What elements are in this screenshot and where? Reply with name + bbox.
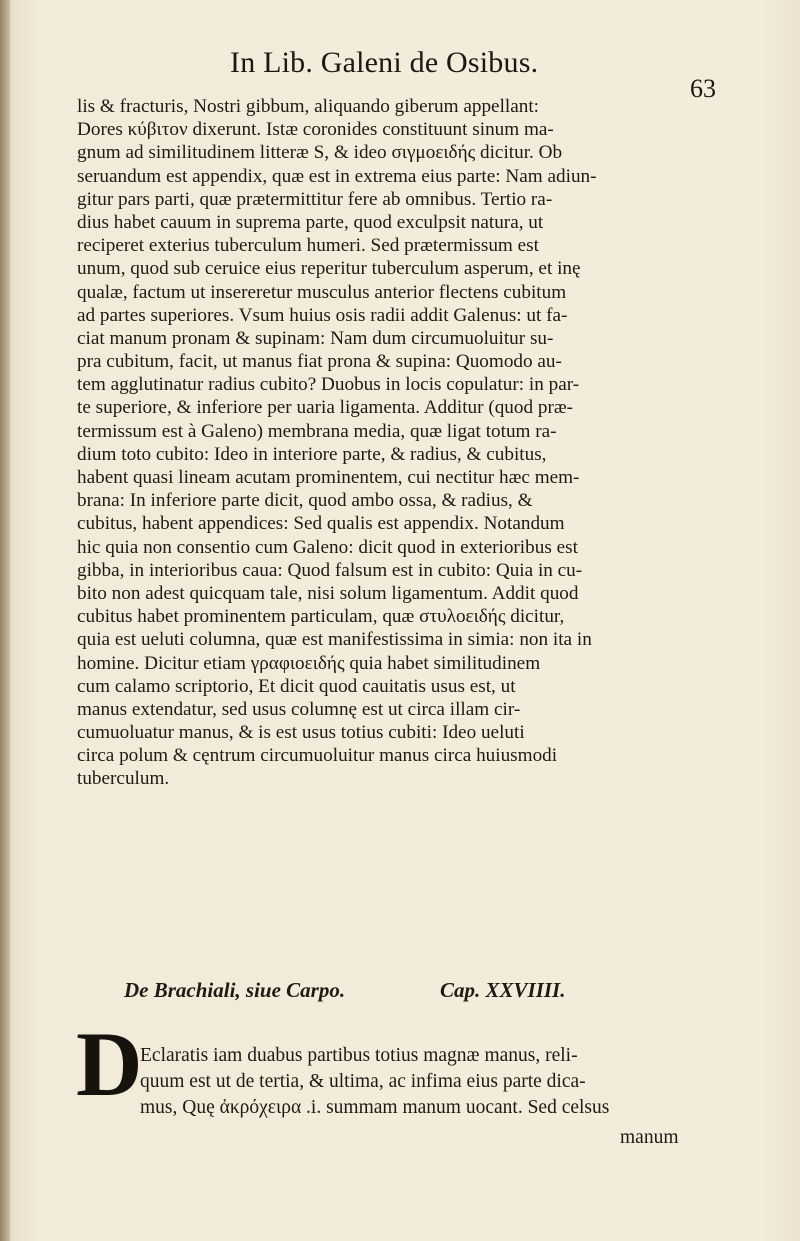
text-line: gitur pars parti, quæ prætermittitur fere ab omnibus. Tertio ra-: [77, 188, 553, 210]
text-line: dius habet cauum in suprema parte, quod exculpsit natura, ut: [77, 211, 544, 233]
text-line: homine. Dicitur etiam γραφιοειδής quia habet similitudinem: [77, 652, 541, 674]
text-line: bito non adest quicquam tale, nisi solum ligamentum. Addit quod: [77, 582, 579, 604]
page-number: 63: [690, 74, 716, 103]
text-line: cubitus habet prominentem particulam, quæ στυλοειδής dicitur,: [77, 606, 565, 628]
text-line: cum calamo scriptorio, Et dicit quod cauitatis usus est, ut: [77, 675, 516, 697]
text-line: seruandum est appendix, quæ est in extrema eius parte: Nam adiun-: [77, 165, 597, 187]
text-line: habent quasi lineam acutam prominentem, cui nectitur hæc mem-: [77, 467, 580, 488]
text-line: tuberculum.: [77, 768, 170, 790]
text-line: pra cubitum, facit, ut manus fiat prona & supina: Quomodo au-: [77, 351, 562, 373]
text-line: cubitus, habent appendices: Sed qualis est appendix. Notandum: [77, 513, 565, 535]
text-line: dium toto cubito: Ideo in interiore parte, & radius, & cubitus,: [77, 443, 547, 465]
text-line: qualæ, factum ut insereretur musculus anterior flectens cubitum: [77, 281, 567, 303]
text-line: tem agglutinatur radius cubito? Duobus in locis copulatur: in par-: [77, 374, 580, 396]
text-line: lis & fracturis, Nostri gibbum, aliquando giberum appellant:: [77, 96, 540, 117]
text-line: ciat manum pronam & supinam: Nam dum circumuoluitur su-: [77, 327, 554, 349]
chapter-text: [140, 1043, 609, 1121]
text-line: quum est ut de tertia, & ultima, ac infima eius parte dica-: [140, 1071, 586, 1092]
text-line: quia est ueluti columna, quæ est manifestissima in simia: non ita in: [77, 629, 592, 651]
drop-capital: [76, 1013, 143, 1115]
text-line: gnum ad similitudinem litteræ S, & ideo σιγμοειδής dicitur. Ob: [77, 142, 563, 164]
text-line: termissum est à Galeno) membrana media, quæ ligat totum ra-: [77, 420, 557, 442]
chapter-title: De Brachiali, siue Carpo.: [124, 978, 346, 1002]
text-line: cumuoluatur manus, & is est usus totius cubiti: Ideo ueluti: [77, 722, 525, 744]
text-line: Dores κύβιτον dixerunt. Istæ coronides constituunt sinum ma-: [77, 119, 554, 141]
text-line: ad partes superiores. Vsum huius osis radii addit Galenus: ut fa-: [77, 304, 568, 326]
text-line: unum, quod sub ceruice eius reperitur tuberculum asperum, et inę: [77, 258, 581, 280]
text-line: mus, Quę ἀκρόχειρα .i. summam manum uocant. Sed celsus: [140, 1097, 610, 1118]
chapter-number: Cap. XXVIIII.: [440, 978, 566, 1002]
text-line: gibba, in interioribus caua: Quod falsum est in cubito: Quia in cu-: [77, 559, 583, 581]
running-head: In Lib. Galeni de Osibus.: [230, 46, 539, 79]
text-line: reciperet exterius tuberculum humeri. Sed prætermissum est: [77, 235, 539, 257]
text-line: Eclaratis iam duabus partibus totius magnæ manus, reli-: [140, 1045, 578, 1066]
text-line: brana: In inferiore parte dicit, quod ambo ossa, & radius, &: [77, 490, 533, 512]
page-gutter: [0, 0, 10, 1241]
text-line: hic quia non consentio cum Galeno: dicit quod in exterioribus est: [77, 536, 578, 558]
drop-capital-letter: D: [76, 1013, 143, 1115]
text-line: manus extendatur, sed usus columnę est ut circa illam cir-: [77, 698, 521, 720]
text-line: circa polum & cęntrum circumuoluitur manus circa huiusmodi: [77, 745, 558, 767]
text-line: te superiore, & inferiore per uaria ligamenta. Additur (quod præ-: [77, 397, 574, 419]
body-text: [77, 95, 737, 791]
catchword: manum: [620, 1127, 679, 1148]
